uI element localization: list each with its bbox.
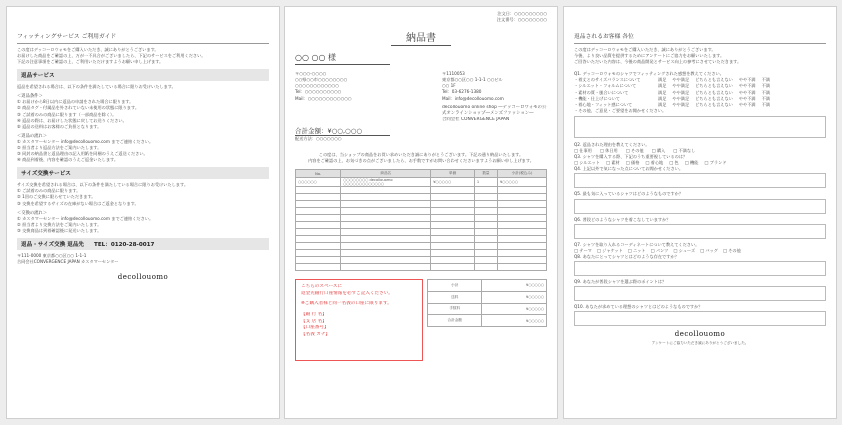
table-cell [474, 250, 497, 257]
table-cell [498, 201, 547, 208]
checkbox-option[interactable]: □ 機能 [684, 160, 699, 166]
customer-line: Mail：○○○○○○○○○○○○ [295, 95, 352, 101]
table-cell [296, 187, 341, 194]
table-cell [431, 229, 475, 236]
table-cell [341, 201, 431, 208]
table-row [296, 208, 547, 215]
return-intro: 返品を希望される場合は、以下の条件を満たしている場合に限りお受けいたします。 [17, 84, 176, 90]
question-7: Q7. シャツを取り入れるコーディネートについて教えてください。 [574, 241, 700, 247]
rating-option[interactable]: 不満 [761, 101, 771, 107]
meta-line: 注文番号：○○○○○○○○ [496, 17, 547, 23]
rating-item-label: ・素材の質・風合いについて [574, 89, 629, 95]
table-cell: ○○○○○○ [296, 178, 341, 187]
meta-line: 注文日：○○○○○○○○○ [497, 11, 547, 16]
checkbox-option[interactable]: □ その他 [625, 148, 644, 154]
table-row [296, 264, 547, 271]
table-cell [341, 187, 431, 194]
rating-option[interactable]: やや満足 [672, 77, 690, 83]
rating-option[interactable]: 満足 [658, 89, 667, 95]
rating-option[interactable]: やや不満 [738, 77, 756, 83]
refund-bank-box[interactable] [295, 279, 423, 361]
table-row [296, 243, 547, 250]
column-header: 単価 [431, 170, 475, 178]
table-cell [296, 264, 341, 271]
table-cell [431, 250, 475, 257]
checkbox-option[interactable]: □ 色 [669, 160, 679, 166]
items-table [295, 169, 547, 271]
table-cell [431, 243, 475, 250]
summary-label: 小計 [428, 280, 482, 292]
checkbox-option[interactable]: □ 購入 [651, 148, 666, 154]
table-cell [341, 243, 431, 250]
rating-item-label: ・機能・仕上げについて [574, 95, 620, 101]
rating-option[interactable]: やや不満 [738, 101, 756, 107]
shop-info [442, 71, 547, 124]
column-header: 商品名 [341, 170, 431, 178]
shop-line: ○○ 1F [442, 83, 456, 89]
answer-box[interactable] [574, 311, 826, 326]
flow-step: ② 担当者より返品方法をご案内いたします。 [17, 144, 102, 150]
question-1: Q1. デッコーロウォモのシャツでフィッティングされた感想を教えてください。 [574, 71, 724, 77]
order-meta [295, 11, 547, 23]
checkbox-option[interactable]: □ バッグ [700, 247, 718, 253]
summary-label: 合計金額 [428, 315, 482, 327]
rating-option[interactable]: どちらとも言えない [695, 77, 733, 83]
rating-option[interactable]: やや満足 [672, 89, 690, 95]
table-cell [341, 250, 431, 257]
table-cell [474, 194, 497, 201]
exchange-flow [17, 216, 269, 234]
guide-title: フィッティングサービス ご利用ガイド [17, 34, 117, 40]
table-cell [498, 264, 547, 271]
customer-info [295, 71, 405, 124]
checkbox-option[interactable]: □ テーマ [574, 247, 592, 253]
table-cell [474, 208, 497, 215]
rating-option[interactable]: 不満 [761, 83, 771, 89]
table-cell [474, 201, 497, 208]
shop-desc: decollouomo online shop ―デッコーロウォモの公式オンラインショップ―メンズファッション― [442, 104, 547, 117]
table-cell [431, 208, 475, 215]
table-cell [474, 264, 497, 271]
survey-intro [574, 47, 826, 65]
customer-underline [295, 64, 390, 65]
rating-option[interactable]: 不満 [761, 95, 771, 101]
table-cell [474, 222, 497, 229]
summary-row [428, 315, 547, 327]
flow-step: ③ 交換商品は到着確認後に発送いたします。 [17, 227, 102, 233]
rating-option[interactable]: やや満足 [672, 101, 690, 107]
rating-option[interactable]: 不満 [761, 89, 771, 95]
table-row [296, 178, 547, 187]
intro-line: この度はデッコーロウォモをご購入いただき、誠にありがとうございます。 [17, 47, 159, 52]
summary-value: ¥○○○○○ [482, 315, 547, 327]
answer-box[interactable] [574, 286, 826, 301]
intro-line: ご回答いただいた内容は、今後の商品開発とサービス向上の参考にさせていただきます。 [574, 59, 742, 65]
table-cell [296, 229, 341, 236]
intro-line: 今後、より良い品質を提供するためにアンケートにご協力をお願いいたします。 [574, 53, 725, 59]
question-2: Q2. 返品された理由を教えてください。 [574, 141, 650, 147]
flow-step: ① カスタマーセンター info@decollouomo.com までご連絡ください。 [17, 215, 154, 221]
exchange-flow-label: ＜交換の流れ＞ [17, 210, 48, 216]
table-cell [296, 194, 341, 201]
table-cell: 1 [474, 178, 497, 187]
column-header: 小計(税込み) [498, 170, 547, 178]
checkbox-option[interactable]: □ パンツ [650, 247, 669, 253]
question-3: Q3. シャツを購入する際、下記のうち重要視しているのは？ [574, 154, 688, 160]
condition-item: ① ご試着のみの商品に限ります。 [17, 188, 81, 194]
customer-name: ○○ ○○ 様 [295, 53, 337, 63]
table-cell [296, 236, 341, 243]
rating-option[interactable]: やや満足 [672, 95, 690, 101]
table-cell: ¥○○○○○ [498, 178, 547, 187]
table-row [296, 222, 547, 229]
summary-row [428, 280, 547, 292]
condition-item: ⑤ 返品の送料はお客様のご負担となります。 [17, 123, 102, 129]
rating-option[interactable]: どちらとも言えない [695, 101, 733, 107]
intro-line: この度はデッコーロウォモをご購入いただき、誠にありがとうございます。 [574, 47, 716, 52]
condition-item: ③ ご試着のみの商品に限ります（一部商品を除く）。 [17, 111, 117, 117]
rating-item-label: ・着丈とのサイズバランスについて [574, 77, 641, 83]
rating-option[interactable]: 満足 [658, 101, 667, 107]
exchange-intro: サイズ交換を希望される場合は、以下の条件を満たしている場合に限りお受けいたします。 [17, 182, 189, 188]
table-cell [341, 257, 431, 264]
invoice-page [284, 6, 558, 419]
table-cell [296, 243, 341, 250]
checkbox-option[interactable]: □ ジャケット [596, 247, 623, 253]
table-cell [474, 187, 497, 194]
customer-line: Tel：○○○○○○○○○○ [295, 89, 342, 95]
column-header: 数量 [474, 170, 497, 178]
bank-field-label: 【口座番号】 [301, 325, 329, 331]
question-1-other: ・その他、ご意見・ご要望をお聞かせください。 [574, 107, 667, 113]
summary-value: ¥○○○○○ [482, 303, 547, 315]
flow-step: ④ 商品到着後、内容を確認のうえご返金いたします。 [17, 157, 119, 163]
condition-item: ① お届けから8日以内に返品の申請をされた場合に限ります。 [17, 99, 134, 105]
table-cell [431, 194, 475, 201]
table-row [296, 229, 547, 236]
refund-note: ※ご購入者様と同一名義の口座に限ります。 [301, 301, 392, 307]
table-cell [296, 208, 341, 215]
table-cell [431, 257, 475, 264]
table-cell [431, 215, 475, 222]
customer-line: 〒○○○-○○○○ [295, 71, 327, 77]
flow-step: ① カスタマーセンター info@decollouomo.com までご連絡ください。 [17, 138, 154, 144]
answer-box[interactable] [574, 224, 826, 239]
table-row [296, 194, 547, 201]
shop-line: 〒1110053 [442, 71, 465, 77]
summary-table [427, 279, 547, 327]
table-cell [341, 222, 431, 229]
summary-value: ¥○○○○○ [482, 280, 547, 292]
table-cell [431, 222, 475, 229]
total-amount: 合計金額：¥○○,○○○ [295, 126, 363, 135]
table-cell [431, 264, 475, 271]
bank-field-label: 【銀 行 名】 [301, 312, 327, 318]
column-header: No. [296, 170, 341, 178]
checkbox-option[interactable]: □ シルエット [574, 160, 601, 166]
return-cond-label: ＜返品条件＞ [17, 94, 43, 100]
rating-option[interactable]: 満足 [658, 83, 667, 89]
invoice-title: 納品書 [406, 33, 436, 45]
table-cell [341, 215, 431, 222]
summary-label: 送料 [428, 291, 482, 303]
shop-company: 合同会社 CONVERGENCE JAPAN [442, 117, 510, 123]
table-cell [341, 229, 431, 236]
table-cell [431, 236, 475, 243]
rating-option[interactable]: 不満 [761, 77, 771, 83]
table-cell [341, 208, 431, 215]
table-cell [498, 236, 547, 243]
table-cell [498, 250, 547, 257]
table-row [296, 187, 547, 194]
checkbox-option[interactable]: □ シューズ [673, 247, 696, 253]
checkbox-option[interactable]: □ 不満なし [673, 148, 696, 154]
survey-page [563, 6, 837, 419]
delivery-method: 配送方法：○○○○○○○ [295, 135, 342, 141]
rating-option[interactable]: どちらとも言えない [695, 89, 733, 95]
table-cell [341, 264, 431, 271]
table-cell [431, 201, 475, 208]
address-line: 〒111-0000 東京都○○区○○ 1-1-1 [17, 252, 87, 258]
table-cell [474, 215, 497, 222]
answer-box[interactable] [574, 261, 826, 276]
question-10: Q10. あなたが求めている理想のシャツとはどのようなものですか？ [574, 303, 703, 309]
table-cell [296, 257, 341, 264]
invoice-notice [295, 152, 547, 164]
exchange-heading: サイズ交換サービス [17, 167, 269, 179]
rating-option[interactable]: 満足 [658, 95, 667, 101]
table-cell [296, 215, 341, 222]
question-4: Q4. 上記以外で気になった点についてお聞かせください。 [574, 166, 684, 172]
table-row [296, 201, 547, 208]
contact-box [17, 238, 269, 250]
bank-field-label: 【名義 カナ】 [301, 332, 331, 337]
flow-step: ② 担当者より交換方法をご案内いたします。 [17, 221, 102, 227]
table-cell [498, 194, 547, 201]
customer-line: ○○県○○市○○○○○○○○ [295, 77, 348, 83]
rating-option[interactable]: どちらとも言えない [695, 83, 733, 89]
shop-line: Mail：info@decollouomo.com [442, 95, 504, 101]
table-cell [341, 194, 431, 201]
checkbox-option[interactable]: □ ブランド [704, 160, 727, 166]
guide-page [6, 6, 280, 419]
table-cell [498, 187, 547, 194]
table-cell [474, 243, 497, 250]
divider [17, 43, 269, 44]
return-flow-label: ＜返品の流れ＞ [17, 133, 48, 139]
table-cell: ○○○○○○○○ decollouomo ○○○○○○○○○○○○○ [341, 178, 431, 187]
table-header-row [296, 170, 547, 178]
customer-line: ○○○○○○○○○○○○ [295, 83, 339, 89]
table-cell [498, 215, 547, 222]
checkbox-option[interactable]: □ 素材 [606, 160, 620, 166]
checkbox-option[interactable]: □ その他 [722, 247, 741, 253]
question-5: Q5. 最も気に入っているシャツはどのようなものですか？ [574, 191, 684, 197]
flow-step: ③ 同封の納品書と返品理由の記入用紙を同梱のうえご返送ください。 [17, 151, 148, 157]
survey-title: 返品されるお客様 各位 [574, 34, 634, 40]
table-cell [296, 250, 341, 257]
table-cell [498, 243, 547, 250]
checkbox-option[interactable]: □ ニット [627, 247, 646, 253]
table-cell [296, 222, 341, 229]
summary-row [428, 291, 547, 303]
rating-option[interactable]: やや不満 [738, 95, 756, 101]
table-cell [296, 201, 341, 208]
contact-tel: TEL：0120-28-0017 [94, 241, 155, 248]
shop-line: 東京都○○区○○ 1-1-1 ○○ビル [442, 77, 503, 83]
answer-box[interactable] [574, 116, 826, 138]
rating-option[interactable]: やや不満 [738, 83, 756, 89]
title-underline [391, 45, 451, 46]
rating-item-label: ・着心地・フィット感について [574, 101, 633, 107]
table-row [296, 215, 547, 222]
rating-option[interactable]: やや満足 [672, 83, 690, 89]
address-line: 合同会社CONVERGENCE JAPAN カスタマーセンター [17, 258, 119, 264]
notice-line: この度は、当ショップの商品をお買い求めいただき誠にありがとうございます。下記の通り納品いたします。 [318, 151, 524, 157]
condition-item: ② 商品タグ・付属品を外されていない未使用の状態に限ります。 [17, 105, 140, 111]
summary-value: ¥○○○○○ [482, 291, 547, 303]
table-cell [498, 222, 547, 229]
table-row [296, 236, 547, 243]
shop-line: Tel：03-6276-1380 [442, 89, 482, 95]
table-cell [474, 229, 497, 236]
table-cell: ¥○○○○○ [431, 178, 475, 187]
intro-line: お届けした商品をご確認の上、万が一不具合がございましたら、下記のサービスをご利用ください。 [17, 53, 206, 59]
checkbox-option[interactable]: □ 価格 [625, 160, 640, 166]
refund-note: 返金先銀行口座情報を必ずご記入ください。 [301, 290, 393, 296]
condition-item: ④ 返品の際は、お届けした状態に戻してお送りください。 [17, 117, 127, 123]
exchange-conditions [17, 188, 269, 206]
rating-item-label: ・シルエット・フォルムについて [574, 83, 637, 89]
table-cell [474, 236, 497, 243]
checkbox-option[interactable]: □ 着心地 [645, 160, 664, 166]
table-cell [431, 187, 475, 194]
rating-option[interactable]: どちらとも言えない [695, 95, 733, 101]
table-cell [341, 236, 431, 243]
survey-footer: アンケートにご協力いただき誠にありがとうございました。 [651, 341, 749, 346]
contact-label: 返品・サイズ交換 返品先 [21, 241, 85, 248]
return-flow [17, 139, 269, 163]
condition-item: ② 1回のご交換に限らせていただきます。 [17, 194, 96, 200]
table-row [296, 257, 547, 264]
rating-option[interactable]: 満足 [658, 77, 667, 83]
question-1-rating-grid[interactable] [574, 77, 826, 107]
summary-row [428, 303, 547, 315]
question-9: Q9. あなたが普段シャツを選ぶ際のポイントは？ [574, 278, 667, 284]
checkbox-option[interactable]: □ 仕事用 [574, 148, 592, 154]
return-heading: 返品サービス [17, 69, 269, 81]
notice-line: 内容をご確認の上、お気づきの点がございましたら、お手数ですがお問い合わせくださいますようお願い申し上げます。 [308, 157, 534, 163]
rating-option[interactable]: やや不満 [738, 89, 756, 95]
table-cell [498, 229, 547, 236]
answer-box[interactable] [574, 199, 826, 214]
question-6: Q6. 普段どのようなシャツを着こなしていますか？ [574, 216, 671, 222]
return-conditions [17, 99, 269, 129]
table-row [296, 250, 547, 257]
table-cell [474, 257, 497, 264]
brand-logo: decollouomo [674, 330, 726, 339]
answer-box[interactable] [574, 173, 826, 188]
question-8: Q8. あなたにとってシャツとはどのような存在ですか？ [574, 253, 679, 259]
table-cell [498, 257, 547, 264]
condition-item: ③ 交換を希望するサイズの在庫がない場合はご返金となります。 [17, 200, 139, 206]
guide-intro [17, 47, 269, 65]
table-cell [498, 208, 547, 215]
divider [574, 43, 826, 44]
intro-line: 下記の注意事項をご確認の上、ご利用いただけますようお願い申し上げます。 [17, 59, 164, 65]
refund-note: こちらのスペースに [301, 284, 343, 290]
brand-logo: decollouomo [117, 273, 169, 282]
checkbox-option[interactable]: □ 休日用 [599, 148, 618, 154]
summary-label: 手数料 [428, 303, 482, 315]
bank-field-label: 【支 店 名】 [301, 318, 327, 324]
